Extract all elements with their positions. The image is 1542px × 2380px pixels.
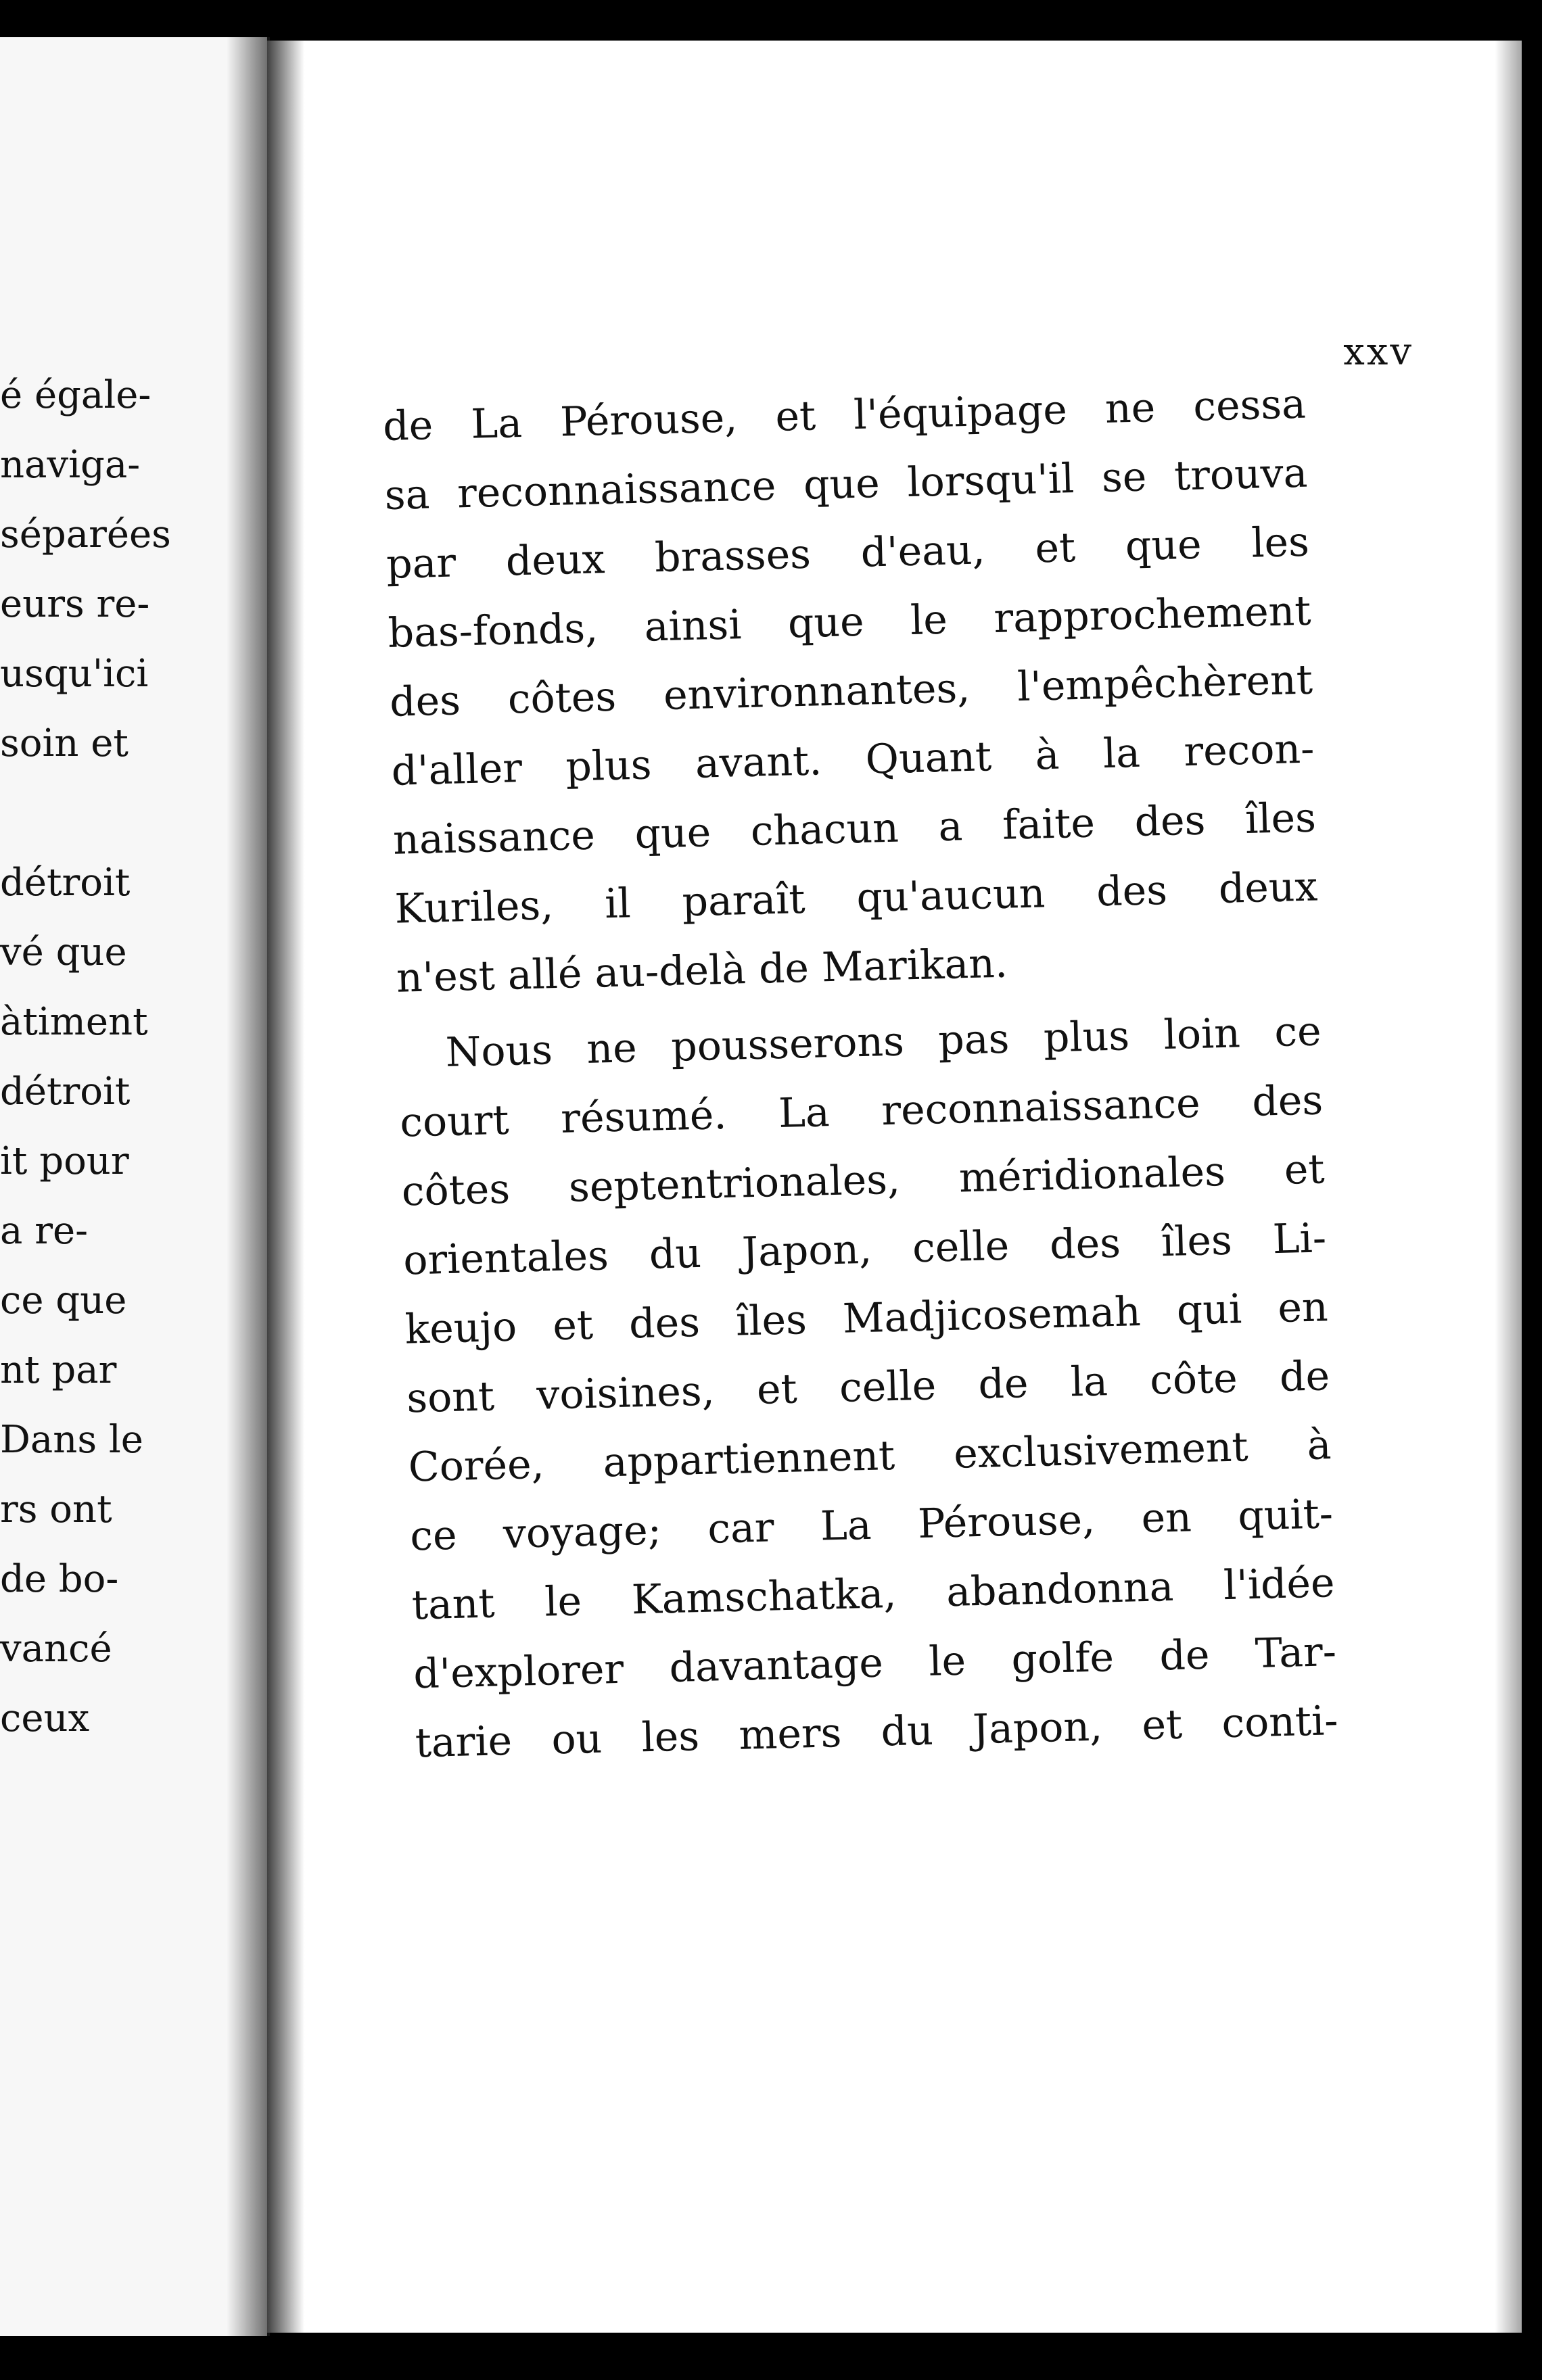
left-line: àtiment — [0, 1000, 148, 1044]
paragraph-2 — [398, 997, 1339, 1778]
text-line: sont voisines, et celle de la côte de — [406, 1352, 1330, 1423]
left-line: ce que — [0, 1279, 127, 1323]
left-line: usqu'ici — [0, 652, 149, 696]
left-line: rs ont — [0, 1488, 112, 1531]
text-line: d'explorer davantage le golfe de Tar- — [413, 1628, 1337, 1698]
text-line: de La Pérouse, et l'équipage ne cessa — [382, 380, 1307, 450]
text-line: tarie ou les mers du Japon, et conti- — [414, 1697, 1339, 1767]
page-number: xxv — [1343, 330, 1414, 374]
page-edge-shadow — [1495, 41, 1522, 2333]
left-line: soin et — [0, 721, 128, 765]
left-line: séparées — [0, 513, 171, 556]
left-line-gap — [0, 778, 264, 848]
text-line: bas-fonds, ainsi que le rapprochement — [387, 587, 1312, 657]
left-line: eurs re- — [0, 582, 150, 626]
text-line: par deux brasses d'eau, et que les — [386, 518, 1310, 588]
left-line: naviga- — [0, 443, 141, 487]
text-line: tant le Kamschatka, abandonna l'idée — [411, 1559, 1336, 1629]
binding-shadow — [267, 41, 304, 2333]
left-page-text — [0, 360, 264, 1753]
text-line: court résumé. La reconnaissance des — [399, 1076, 1324, 1147]
text-line: Corée, appartiennent exclusivement à — [408, 1421, 1332, 1492]
gutter-shadow — [227, 37, 267, 2336]
text-line: n'est allé au-delà de Marikan. — [396, 939, 1008, 1002]
text-line: orientales du Japon, celle des îles Li- — [402, 1214, 1327, 1285]
text-line: keujo et des îles Madjicosemah qui en — [404, 1283, 1329, 1354]
left-line: nt par — [0, 1348, 117, 1392]
left-line: é égale- — [0, 373, 151, 417]
text-line: ce voyage; car La Pérouse, en quit- — [409, 1490, 1334, 1561]
text-line: Kuriles, il paraît qu'aucun des deux — [394, 863, 1319, 933]
left-line: a re- — [0, 1209, 89, 1253]
left-line: détroit — [0, 861, 131, 905]
paragraph-1 — [382, 370, 1320, 1013]
text-line: des côtes environnantes, l'empêchèrent — [389, 656, 1313, 726]
left-facing-page — [0, 37, 270, 2336]
text-line: côtes septentrionales, méridionales et — [401, 1145, 1326, 1216]
left-line: vé que — [0, 930, 127, 974]
left-line: ceux — [0, 1696, 90, 1740]
left-line: de bo- — [0, 1557, 119, 1601]
body-text — [382, 370, 1339, 1778]
text-line: sa reconnaissance que lorsqu'il se trouva — [383, 449, 1309, 519]
right-page — [267, 41, 1522, 2333]
left-line: vancé — [0, 1627, 112, 1671]
left-line: Dans le — [0, 1418, 143, 1462]
text-line: d'aller plus avant. Quant à la recon- — [390, 725, 1315, 795]
text-line: Nous ne pousserons pas plus loin ce — [445, 1007, 1322, 1076]
left-line: détroit — [0, 1070, 131, 1114]
left-line: it pour — [0, 1139, 129, 1183]
text-line: naissance que chacun a faite des îles — [392, 794, 1317, 864]
